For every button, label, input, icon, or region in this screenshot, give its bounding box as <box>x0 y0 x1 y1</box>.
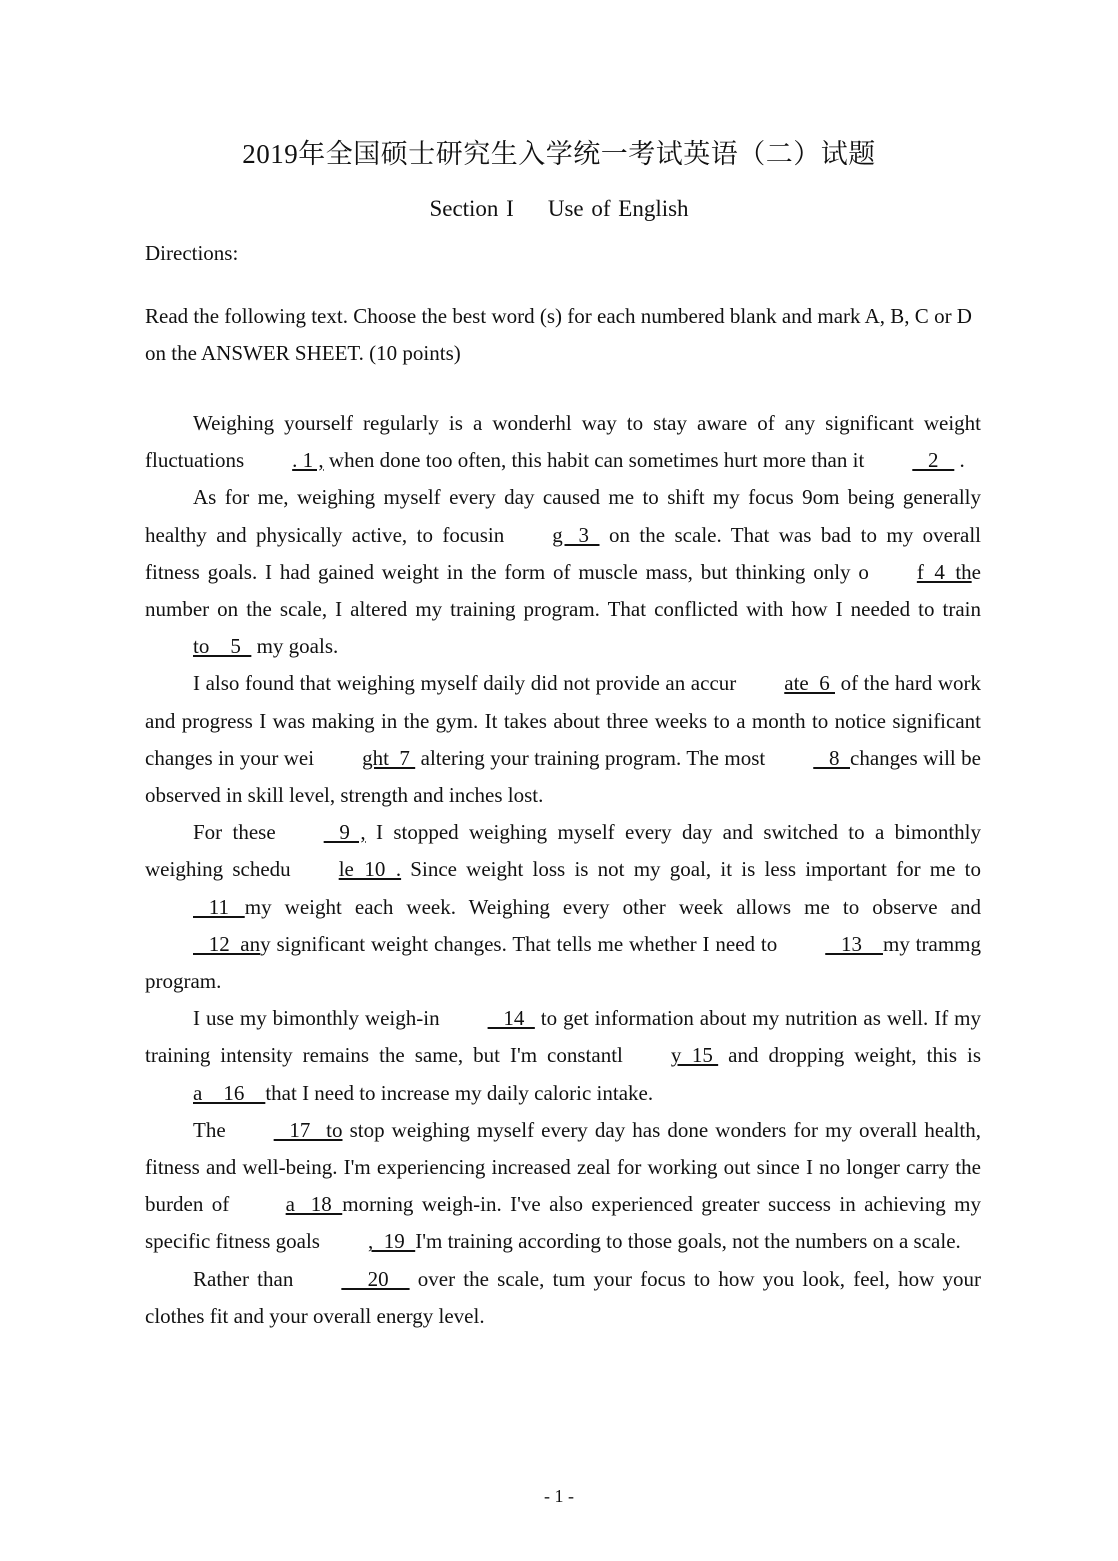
passage-paragraph <box>145 814 981 1000</box>
answer-blank: 11 <box>193 894 245 919</box>
passage-text: Since weight loss is not my goal, it is less important for me to <box>401 857 981 882</box>
passage-text: The <box>193 1117 226 1142</box>
passage-text: e number on the scale, I altered my training program. That conflicted with how I needed to train <box>145 559 981 622</box>
passage-text: For these <box>193 820 276 845</box>
answer-blank: le 10 . <box>338 857 402 882</box>
answer-blank: 9 , <box>323 820 366 845</box>
directions-label: Directions: <box>145 241 239 265</box>
passage-text: I stopped weighing myself every day and switched to a bimonthly weighing schedu <box>145 820 981 882</box>
answer-blank: a 16 <box>193 1080 266 1105</box>
answer-blank: ate 6 <box>784 671 835 696</box>
passage-paragraph <box>145 1112 981 1261</box>
section-heading <box>0 196 1118 222</box>
passage-text: my goals. <box>251 634 339 659</box>
answer-blank: 2 <box>912 448 955 473</box>
instructions-text: Read the following text. Choose the best word (s) for each numbered blank and mark A, B, C or D on the ANSWER SHEET. (10 points) <box>145 304 972 365</box>
page-title: 2019年全国硕士研究生入学统一考试英语（二）试题 <box>242 139 876 169</box>
answer-blank: y 15 <box>670 1043 719 1068</box>
passage-text: my weight each week. Weighing every other week allows me to observe and <box>244 894 981 919</box>
passage-text: of the hard work and progress I was making in the gym. It takes about three weeks to a month to notice significant changes in your wei <box>145 671 982 770</box>
answer-blank: 12 an <box>193 931 261 956</box>
answer-blank: to 5 <box>193 634 252 659</box>
passage-text: over the scale, tum your focus to how you look, feel, how your clothes fit and your overall energy level. <box>145 1266 981 1328</box>
passage-text: . <box>954 448 965 473</box>
passage-text: my trammg program. <box>145 931 981 994</box>
passage-text: stop weighing myself every day has done wonders for my overall health, fitness and well-being. I'm experiencing increased zeal for working out since I no longer carry the burden of <box>145 1117 981 1217</box>
passage-paragraph <box>145 405 981 479</box>
passage-text: morning weigh-in. I've also experienced greater success in achieving my specific fitness goals <box>145 1192 981 1254</box>
section-name: Use of English <box>547 196 689 221</box>
passage-text: I also found that weighing myself daily did not provide an accur <box>193 671 737 696</box>
passage-paragraph <box>145 479 981 665</box>
answer-blank: g 3 <box>552 522 600 547</box>
answer-blank: f 4 th <box>916 559 972 584</box>
answer-blank: a 18 <box>285 1192 343 1217</box>
passage-text: Weighing yourself regularly is a wonderhl way to stay aware of any significant weight fluctuations <box>145 411 981 473</box>
answer-blank: 17 to <box>273 1117 343 1142</box>
answer-blank: 14 <box>487 1006 535 1031</box>
passage-text: and dropping weight, this is <box>718 1043 981 1068</box>
cloze-passage <box>145 405 981 1335</box>
passage-text: I use my bimonthly weigh-in <box>193 1006 440 1031</box>
passage-text: I'm training according to those goals, not the numbers on a scale. <box>415 1229 961 1254</box>
answer-blank: . 1 , <box>292 448 324 473</box>
passage-text: when done too often, this habit can sometimes hurt more than it <box>323 448 865 473</box>
answer-blank: 13 <box>825 931 883 956</box>
passage-text: As for me, weighing myself every day caused me to shift my focus 9om being generally healthy and physically active, to focusin <box>145 485 981 547</box>
passage-text: on the scale. That was bad to my overall fitness goals. I had gained weight in the form of muscle mass, but thinking only o <box>145 522 981 584</box>
passage-text: Rather than <box>193 1266 294 1291</box>
passage-text: altering your training program. The most <box>415 745 766 770</box>
passage-text: changes will be observed in skill level, strength and inches lost. <box>145 745 981 808</box>
passage-text: to get information about my nutrition as well. If my training intensity remains the same, but I'm constantl <box>145 1006 981 1068</box>
answer-blank: 20 <box>341 1266 410 1291</box>
section-number: Section I <box>429 196 514 221</box>
passage-paragraph <box>145 1000 981 1112</box>
page-number: - 1 - <box>544 1486 574 1506</box>
answer-blank: 8 <box>813 745 850 770</box>
passage-paragraph <box>145 665 981 814</box>
passage-text: that I need to increase my daily caloric intake. <box>265 1080 654 1105</box>
passage-paragraph <box>145 1261 981 1335</box>
answer-blank: ght 7 <box>362 745 416 770</box>
passage-text: y significant weight changes. That tells me whether I need to <box>260 931 778 956</box>
answer-blank: , 19 <box>367 1229 416 1254</box>
